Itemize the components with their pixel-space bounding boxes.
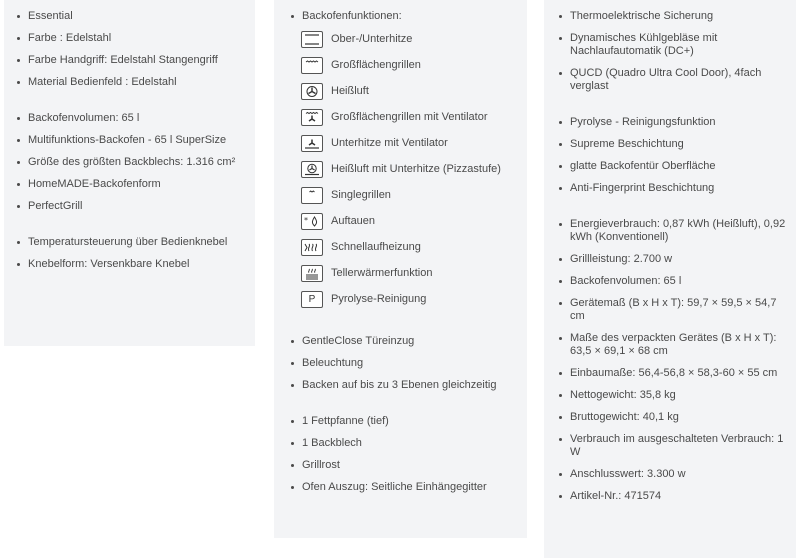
function-item [301, 234, 517, 260]
function-label: Ober-/Unterhitze [331, 33, 413, 45]
hot-air-fan-icon [301, 83, 323, 100]
feature-item: 1 Fettpfanne (tief) [288, 415, 517, 428]
function-item [301, 130, 517, 156]
feature-item: Supreme Beschichtung [556, 138, 786, 151]
function-label: Pyrolyse-Reinigung [331, 293, 427, 305]
features-column-1 [4, 0, 255, 346]
pizza-setting-icon [301, 161, 323, 178]
feature-item: Nettogewicht: 35,8 kg [556, 389, 786, 402]
function-item [301, 260, 517, 286]
feature-item: Farbe Handgriff: Edelstahl Stangengriff [14, 54, 245, 67]
function-label: Singlegrillen [331, 189, 391, 201]
rapid-heat-icon [301, 239, 323, 256]
function-item [301, 78, 517, 104]
feature-item: Essential [14, 10, 245, 23]
feature-item: Anschlusswert: 3.300 w [556, 468, 786, 481]
function-item [301, 286, 517, 312]
full-grill-fan-icon [301, 109, 323, 126]
function-label: Schnellaufheizung [331, 241, 421, 253]
feature-item: Maße des verpackten Gerätes (B x H x T): 63,5 × 69,1 × 68 cm [556, 332, 786, 358]
function-item [301, 208, 517, 234]
defrost-icon [301, 213, 323, 230]
feature-item: Artikel-Nr.: 471574 [556, 490, 786, 503]
feature-item: Bruttogewicht: 40,1 kg [556, 411, 786, 424]
feature-item: Anti-Fingerprint Beschichtung [556, 182, 786, 195]
feature-item: Dynamisches Kühlgebläse mit Nachlaufautomatik (DC+) [556, 32, 786, 58]
bottom-heat-fan-icon [301, 135, 323, 152]
functions-heading: Backofenfunktionen: [288, 10, 517, 23]
feature-item: Grillrost [288, 459, 517, 472]
function-label: Großflächengrillen [331, 59, 421, 71]
feature-item: Backen auf bis zu 3 Ebenen gleichzeitig [288, 379, 517, 392]
function-item [301, 104, 517, 130]
feature-item: Multifunktions-Backofen - 65 l SuperSize [14, 134, 245, 147]
feature-item: Backofenvolumen: 65 l [556, 275, 786, 288]
top-bottom-heat-icon [301, 31, 323, 48]
feature-item: Beleuchtung [288, 357, 517, 370]
feature-item: Pyrolyse - Reinigungsfunktion [556, 116, 786, 129]
function-item [301, 26, 517, 52]
feature-item: Thermoelektrische Sicherung [556, 10, 786, 23]
function-label: Auftauen [331, 215, 376, 227]
feature-item: Material Bedienfeld : Edelstahl [14, 76, 245, 89]
feature-item: Einbaumaße: 56,4-56,8 × 58,3-60 × 55 cm [556, 367, 786, 380]
features-column-3 [544, 0, 796, 558]
feature-item: Knebelform: Versenkbare Knebel [14, 258, 245, 271]
pyrolysis-icon: P [301, 291, 323, 308]
function-item [301, 156, 517, 182]
function-label: Großflächengrillen mit Ventilator [331, 111, 488, 123]
feature-item: Energieverbrauch: 0,87 kWh (Heißluft), 0,92 kWh (Konventionell) [556, 218, 786, 244]
plate-warmer-icon [301, 265, 323, 282]
svg-text:*: * [304, 215, 308, 225]
function-label: Unterhitze mit Ventilator [331, 137, 448, 149]
single-grill-icon [301, 187, 323, 204]
feature-item: Ofen Auszug: Seitliche Einhängegitter [288, 481, 517, 494]
feature-item: GentleClose Türeinzug [288, 335, 517, 348]
feature-item: Grillleistung: 2.700 w [556, 253, 786, 266]
function-label: Heißluft mit Unterhitze (Pizzastufe) [331, 163, 501, 175]
feature-item: HomeMADE-Backofenform [14, 178, 245, 191]
function-item [301, 182, 517, 208]
feature-item: PerfectGrill [14, 200, 245, 213]
feature-item: Gerätemaß (B x H x T): 59,7 × 59,5 × 54,7 cm [556, 297, 786, 323]
feature-item: Farbe : Edelstahl [14, 32, 245, 45]
feature-item: glatte Backofentür Oberfläche [556, 160, 786, 173]
function-item [301, 52, 517, 78]
feature-item: Größe des größten Backblechs: 1.316 cm² [14, 156, 245, 169]
feature-item: QUCD (Quadro Ultra Cool Door), 4fach verglast [556, 67, 786, 93]
features-column-2 [274, 0, 527, 538]
function-label: Tellerwärmerfunktion [331, 267, 433, 279]
function-label: Heißluft [331, 85, 369, 97]
feature-item: 1 Backblech [288, 437, 517, 450]
full-grill-icon [301, 57, 323, 74]
feature-item: Backofenvolumen: 65 l [14, 112, 245, 125]
feature-item: Temperatursteuerung über Bedienknebel [14, 236, 245, 249]
feature-item: Verbrauch im ausgeschalteten Verbrauch: 1 W [556, 433, 786, 459]
oven-functions-list [301, 26, 517, 312]
